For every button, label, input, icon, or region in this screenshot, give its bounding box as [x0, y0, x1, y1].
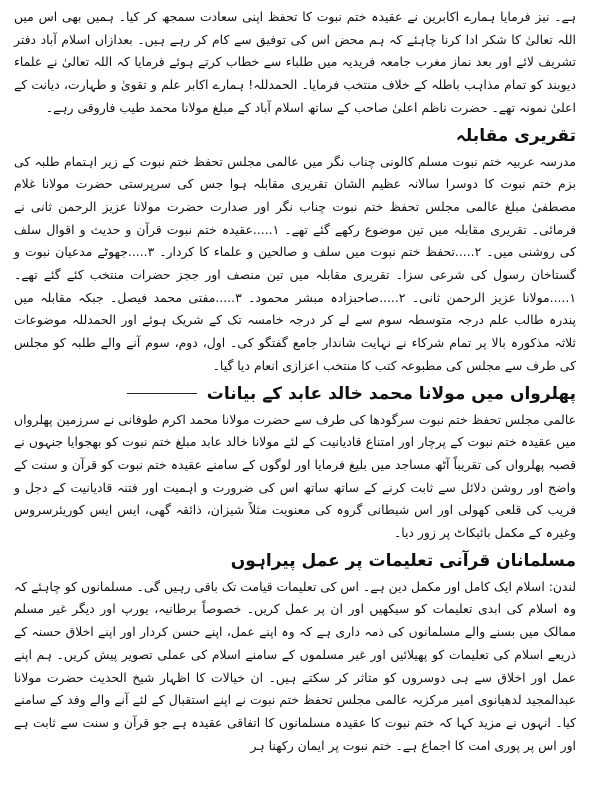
heading-text: تقریری مقابلہ [455, 125, 576, 146]
heading-text: پھلرواں میں مولانا محمد خالد عابد کے بیانات [206, 383, 576, 404]
section-heading-quranic-teachings [14, 548, 576, 574]
speech-competition-paragraph: مدرسہ عربیہ ختم نبوت مسلم کالونی چناب نگر میں عالمی مجلس تحفظ ختم نبوت کے زیر اہتمام طلبہ کی بزم ختم نبوت کا دوسرا سالانہ عظیم الشان تقریری مقابلہ ہوا جس کی سرپرستی حضرت مولانا غلام مصطفیٰ مبلغ عالمی مجلس تحفظ ختم نبوت چناب نگر اور صدارت حضرت مولانا عزیز الرحمن ثانی نے فرمائی۔ تقریری مقابلہ میں تین موضوع رکھے گئے تھے۔ ١.....عقیدہ ختم نبوت قرآن و حدیث و اقوال سلف کی روشنی میں۔ ٢.....تحفظ ختم نبوت میں سلف و صالحین و علماء کا کردار۔ ٣.....جھوٹے مدعیان نبوت و گستاخان رسول کی شرعی سزا۔ تقریری مقابلہ میں تین منصف اور ججز حضرات منتخب کئے گئے تھے۔ ١.....مولانا عزیز الرحمن ثانی۔ ٢.....صاحبزادہ مبشر محمود۔ ٣.....مفتی محمد فیصل۔ جبکہ مقابلہ میں پندرہ طالب علم درجہ متوسطہ سوم سے لے کر درجہ خامسہ تک کے شریک ہوئے اور الحمدللہ موضوعات ثلاثہ مذکورہ بالا پر تمام شرکاء نے نہایت شاندار جامع گفتگو کی۔ اول، دوم، سوم آنے والے طلبہ کو مجلس کی طرف سے مجلس کی مطبوعہ کتب کا منتخب اعزازی انعام دیا گیا۔ [14, 153, 577, 373]
heading-rule [127, 393, 197, 394]
heading-text: مسلمانان قرآنی تعلیمات پر عمل پیراہوں [230, 550, 576, 571]
london-paragraph: لندن: اسلام ایک کامل اور مکمل دین ہے۔ اس کی تعلیمات قیامت تک باقی رہیں گی۔ مسلمانوں کو چاہئے کہ وہ اسلام کی ابدی تعلیمات کو سیکھیں اور ان پر عمل کریں۔ خصوصاً برطانیہ، یورپ اور دیگر غیر مسلم ممالک میں بسنے والے مسلمانوں کی ذمہ داری ہے کہ وہ اپنے عمل، اپنے حسن کردار اور اپنے اخلاق حسنہ کے ذریعے اسلام کی تعلیمات کو پھیلائیں اور غیر مسلموں کے سامنے اسلام کی عملی تصویر پیش کریں۔ ہم اپنے عمل اور اخلاق سے ہی دوسروں کو متاثر کر سکتے ہیں۔ ان خیالات کا اظہار شیخ الحدیث حضرت مولانا عبدالمجید لدھیانوی امیر مرکزیہ عالمی مجلس تحفظ ختم نبوت نے اپنے استقبال کے لئے آنے والے وفد کے سامنے کیا۔ انہوں نے مزید کہا کہ ختم نبوت کا عقیدہ مسلمانوں کا اتفاقی عقیدہ ہے جو قرآن و سنت سے ثابت ہے اور اس پر پوری امت کا اجماع ہے۔ ختم نبوت پر ایمان رکھنا ہر [14, 578, 576, 753]
section-heading-speech-competition [14, 123, 576, 149]
section-heading-phularwan [14, 381, 576, 407]
phularwan-paragraph: عالمی مجلس تحفظ ختم نبوت سرگودھا کی طرف سے حضرت مولانا محمد اکرم طوفانی نے سرزمین پھلرواں میں عقیدہ ختم نبوت کے پرچار اور امتناع قادیانیت کے لئے مولانا خالد عابد مبلغ ختم نبوت کو بھجوایا جنہوں نے قصبہ پھلرواں کی تقریباً آٹھ مساجد میں بلیغ فرمایا اور لوگوں کے سامنے عقیدہ ختم نبوت کو قرآن و سنت کے واضح اور روشن دلائل سے ثابت کرنے کے ساتھ ساتھ اس کی ضرورت و اہمیت اور فتنہ قادیانیت کے دجل و فریب کی قلعی کھولی اور اس شیطانی گروہ کی معنویت مثلاً شیزان، ذائقہ گھی، ایس ایس کوریئرسروس وغیرہ کے مکمل بائیکاٹ پر زور دیا۔ [14, 411, 576, 541]
intro-paragraph: ہے۔ نیز فرمایا ہمارے اکابرین نے عقیدہ ختم نبوت کا تحفظ اپنی سعادت سمجھ کر کیا۔ ہمیں بھی اس میں اللہ تعالیٰ کا شکر ادا کرنا چاہئے کہ ہم محض اس کی توفیق سے کام کر رہے ہیں۔ بعدازاں اسلام آباد دفتر تشریف لائے اور بعد نماز مغرب جامعہ فریدیہ میں طلباء سے خطاب کرتے ہوئے فرمایا کہ اللہ تعالیٰ نے علماء دیوبند کو تمام مذاہب باطلہ کے خلاف منتخب فرمایا۔ الحمدللہ! ہمارے اکابر علم و تقویٰ و طہارت، دیانت کے اعلیٰ نمونہ تھے۔ حضرت ناظم اعلیٰ صاحب کے ساتھ اسلام آباد کے مبلغ مولانا محمد طیب فاروقی رہے۔ [14, 9, 576, 115]
